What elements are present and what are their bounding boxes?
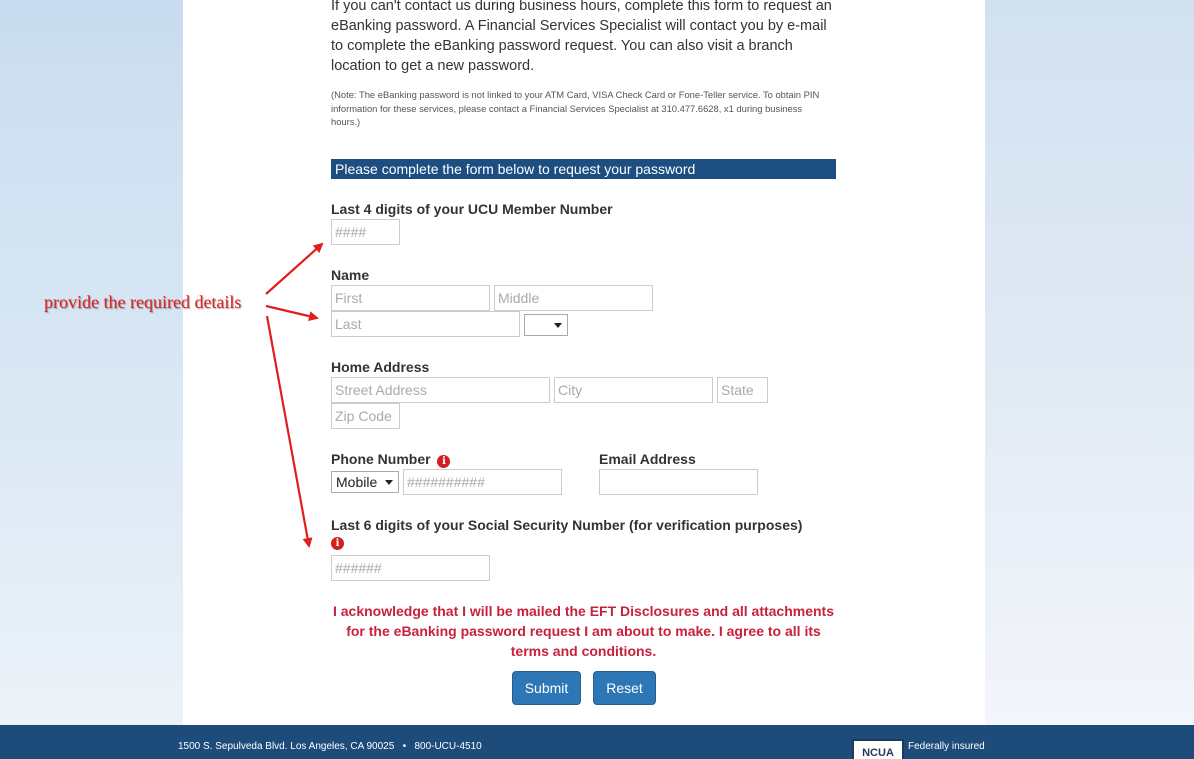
home-address-label: Home Address — [331, 359, 430, 375]
ssn-input[interactable] — [331, 555, 490, 581]
phone-number-input[interactable] — [403, 469, 562, 495]
info-icon[interactable]: i — [437, 455, 450, 468]
submit-button[interactable]: Submit — [512, 671, 581, 705]
first-name-input[interactable] — [331, 285, 490, 311]
ssn-label: Last 6 digits of your Social Security Number (for verification purposes) — [331, 517, 803, 533]
intro-paragraph: If you can't contact us during business hours, complete this form to request an eBanking password. A Financial Services Specialist will contact you by e-mail to complete the eBanking password request. You can also visit a branch location to get a new password. — [331, 0, 832, 74]
email-address-label: Email Address — [599, 451, 696, 467]
middle-name-input[interactable] — [494, 285, 653, 311]
phone-number-label-text: Phone Number — [331, 451, 431, 467]
street-address-input[interactable] — [331, 377, 550, 403]
phone-number-label — [331, 451, 450, 468]
acknowledgement-text: I acknowledge that I will be mailed the EFT Disclosures and all attachments for the eBanking password request I am about to make. I agree to all its terms and conditions. — [332, 603, 835, 659]
footer — [0, 725, 1194, 759]
form-header-bar: Please complete the form below to request your password — [331, 159, 836, 179]
chevron-down-icon — [385, 480, 393, 485]
footer-address: 1500 S. Sepulveda Blvd. Los Angeles, CA 90025 • 800-UCU-4510 — [178, 741, 482, 752]
phone-type-select[interactable] — [331, 471, 399, 493]
ncua-logo — [852, 739, 904, 759]
zip-code-input[interactable] — [331, 403, 400, 429]
last-name-input[interactable] — [331, 311, 520, 337]
reset-button[interactable]: Reset — [593, 671, 656, 705]
city-input[interactable] — [554, 377, 713, 403]
ncua-logo-text: NCUA — [862, 747, 894, 759]
state-input[interactable] — [717, 377, 768, 403]
email-address-input[interactable] — [599, 469, 758, 495]
federally-insured-text: Federally insured — [908, 741, 985, 752]
member-number-label: Last 4 digits of your UCU Member Number — [331, 201, 613, 217]
background-right — [985, 0, 1194, 725]
name-label: Name — [331, 267, 370, 283]
name-suffix-select[interactable] — [524, 314, 568, 336]
annotation-text: provide the required details — [44, 292, 242, 312]
info-icon[interactable]: i — [331, 537, 344, 550]
pin-note: (Note: The eBanking password is not linked to your ATM Card, VISA Check Card or Fone-Teller service. To obtain PIN information for these services, please contact a Financial Services Specialist at 310.477.6628, x1 during business hours.) — [331, 89, 820, 127]
phone-type-value: Mobile — [336, 474, 378, 490]
chevron-down-icon — [554, 323, 562, 328]
member-number-input[interactable] — [331, 219, 400, 245]
